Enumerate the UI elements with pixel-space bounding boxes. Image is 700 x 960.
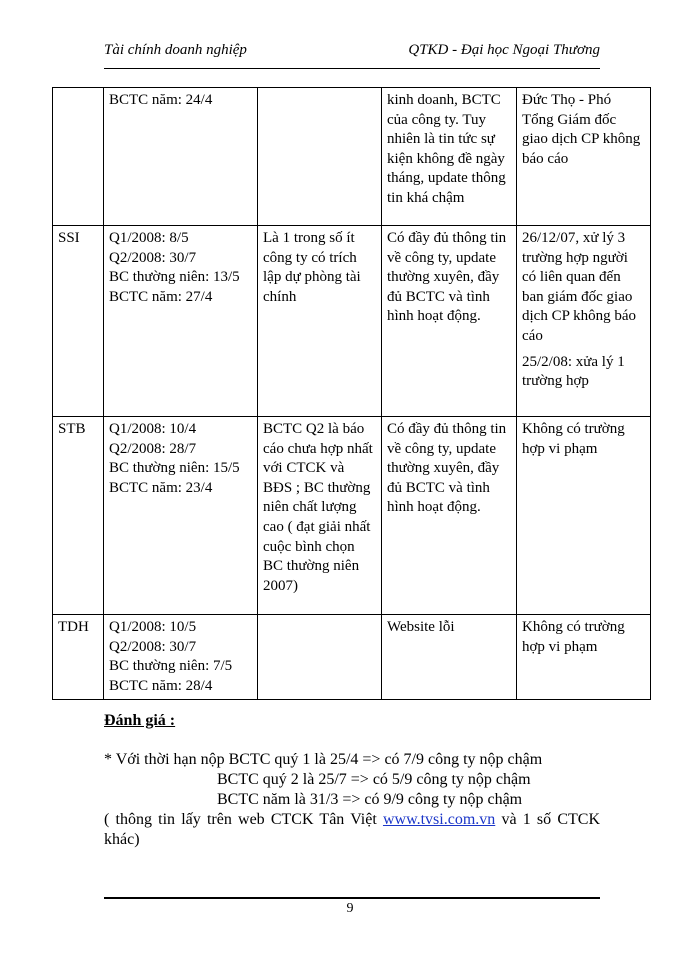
violation-cell bbox=[517, 226, 651, 417]
violation-text: 25/2/08: xửa lý 1 trường hợp bbox=[522, 353, 625, 390]
violation-cell bbox=[517, 615, 651, 700]
report-date-line: Q2/2008: 30/7 bbox=[109, 638, 197, 655]
source-text-after: và 1 số CTCK bbox=[495, 811, 601, 828]
report-date-line: BCTC năm: 28/4 bbox=[109, 677, 213, 694]
report-date-line: BCTC năm: 27/4 bbox=[109, 288, 213, 305]
note-cell bbox=[258, 88, 382, 226]
company-code-cell: STB bbox=[53, 417, 104, 615]
report-date-line: BC thường niên: 7/5 bbox=[109, 658, 233, 675]
violation-text: Không có trường hợp vi phạm bbox=[522, 619, 625, 655]
report-date-line: BC thường niên: 13/5 bbox=[109, 269, 240, 286]
table-row bbox=[53, 88, 651, 226]
header-divider bbox=[104, 68, 600, 69]
report-dates-cell bbox=[104, 226, 258, 417]
evaluation-source-line bbox=[104, 810, 600, 830]
evaluation-line-q2: BCTC quý 2 là 25/7 => có 5/9 công ty nộp chậm bbox=[217, 771, 531, 788]
page-header bbox=[104, 42, 600, 68]
page-number: 9 bbox=[346, 901, 354, 916]
violation-cell bbox=[517, 88, 651, 226]
evaluation-line-annual: BCTC năm là 31/3 => có 9/9 công ty nộp chậm bbox=[217, 791, 523, 808]
violation-text: 26/12/07, xử lý 3 trường hợp người có liên quan đến ban giám đốc giao dịch CP không báo cáo bbox=[522, 230, 637, 344]
report-date-line: Q1/2008: 10/4 bbox=[109, 421, 197, 437]
note-cell: Là 1 trong số ít công ty có trích lập dự phòng tài chính bbox=[258, 226, 382, 417]
violation-text: Đức Thọ - Phó Tổng Giám đốc giao dịch CP không báo cáo bbox=[522, 92, 641, 167]
report-dates-cell bbox=[104, 88, 258, 226]
company-code-cell bbox=[53, 88, 104, 226]
violation-text: Không có trường hợp vi phạm bbox=[522, 421, 625, 457]
header-course-title: Tài chính doanh nghiệp bbox=[104, 42, 247, 58]
note-cell: BCTC Q2 là báo cáo chưa hợp nhất với CTCK và BĐS ; BC thường niên chất lượng cao ( đạt giải nhất cuộc bình chọn BC thường niên 2007) bbox=[258, 417, 382, 615]
footer-divider bbox=[104, 897, 600, 899]
disclosure-cell: Có đầy đủ thông tin về công ty, update thường xuyên, đầy đủ BCTC và tình hình hoạt động. bbox=[382, 417, 517, 615]
table-row bbox=[53, 417, 651, 615]
report-date-line: Q1/2008: 10/5 bbox=[109, 619, 197, 635]
report-date-line: Q1/2008: 8/5 bbox=[109, 230, 189, 246]
report-date-line: BCTC năm: 23/4 bbox=[109, 479, 213, 496]
header-faculty-title: QTKD - Đại học Ngoại Thương bbox=[408, 42, 600, 58]
report-date-line: Q2/2008: 30/7 bbox=[109, 249, 197, 266]
note-cell bbox=[258, 615, 382, 700]
tvsi-website-link[interactable]: www.tvsi.com.vn bbox=[382, 811, 496, 828]
table-row bbox=[53, 615, 651, 700]
evaluation-source-end: khác) bbox=[104, 831, 140, 848]
disclosure-cell: Website lỗi bbox=[382, 615, 517, 700]
company-code-cell: SSI bbox=[53, 226, 104, 417]
report-date-line: BCTC năm: 24/4 bbox=[109, 92, 213, 108]
evaluation-heading: Đánh giá : bbox=[104, 712, 176, 729]
report-dates-cell bbox=[104, 417, 258, 615]
violation-cell bbox=[517, 417, 651, 615]
evaluation-line-q1: * Với thời hạn nộp BCTC quý 1 là 25/4 => có 7/9 công ty nộp chậm bbox=[104, 751, 543, 768]
company-disclosure-table bbox=[52, 87, 651, 700]
disclosure-cell: Có đầy đủ thông tin về công ty, update thường xuyên, đầy đủ BCTC và tình hình hoạt động. bbox=[382, 226, 517, 417]
report-dates-cell bbox=[104, 615, 258, 700]
source-text-before: ( thông tin lấy trên web CTCK Tân Việt bbox=[104, 811, 383, 828]
report-date-line: Q2/2008: 28/7 bbox=[109, 440, 197, 457]
table-row bbox=[53, 226, 651, 417]
disclosure-cell: kinh doanh, BCTC của công ty. Tuy nhiên là tin tức sự kiện không đề ngày tháng, update thông tin khá chậm bbox=[382, 88, 517, 226]
company-code-cell: TDH bbox=[53, 615, 104, 700]
report-date-line: BC thường niên: 15/5 bbox=[109, 460, 240, 477]
